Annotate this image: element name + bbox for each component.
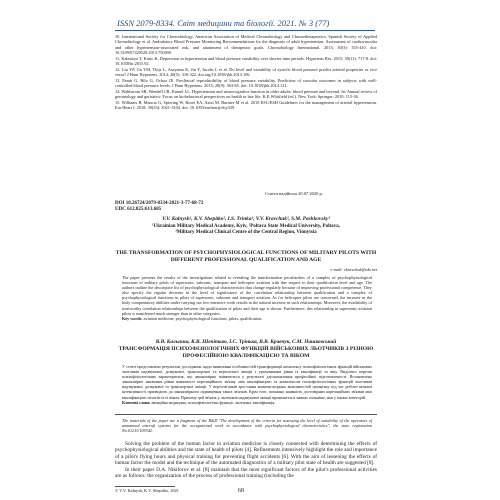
- page-number: 68: [238, 488, 244, 494]
- affiliations: [115, 224, 377, 237]
- reference-item: 11. Kabutoya T, Kario K. Depression in hypertension and blood pressure variability over shorter time periods. Hypertens Res. 2015; 38(11): 717-8. doi: 10.1038/hr.2015.92.: [115, 55, 377, 67]
- reference-item: 15. Williams B, Mancia G, Spiering W, Rosei EA, Azizi M, Burnier M et al. 2018 ESC/ESH Guidelines for the management of arterial hypertension. Eur Heart J. 2018; 39(33): 3021-3104. doi: 10.1093/eurheartj/ehy339.: [115, 99, 377, 111]
- keywords-text: aviation medicine, psychophysiological functions, pilots, qualification.: [143, 315, 263, 321]
- body-paragraph: In their paper D.A. Nikiforov et al. [8] maintain that the most significant factors of the pilot's professional activities are as follows: the organization of the process of professional training (including the: [115, 466, 377, 480]
- reference-item: 12. Liu YP, Gu YM, Thijs L, Asayama K, Jin Y, Jacobs L et al. Do level and variability of systolic blood pressure predict arterial properties or vice versa? J Hum Hypertens. 2014; 28(5): 316-322. doi.org/10.1038/jhh.2013.106.: [115, 66, 377, 78]
- section-divider: [115, 414, 377, 415]
- affiliation-line: ¹Ukrainian Military Medical Academy, Kyiv, ²Poltava State Medical University, Poltava,: [152, 224, 340, 229]
- reference-list: [115, 34, 377, 111]
- article-title-en: THE TRANSFORMATION OF PSYCHOPHYSIOLOGICAL FUNCTIONS OF MILITARY PILOTS WITH DIFFERENT PROFESSIONAL QUALIFICATION AND AGE: [115, 250, 377, 263]
- doi: DOI 10.26724/2079-8334-2021-3-77-68-72: [115, 201, 204, 206]
- journal-header: ISSN 2079-8334. Світ медицини та біології. 2021. № 3 (77): [117, 18, 330, 28]
- footer-rule: [115, 486, 175, 487]
- article-identifiers: [115, 201, 203, 213]
- copyright-footer: © V.V. Kalnysh, K.V. Shepitko, 2021: [115, 488, 179, 493]
- contact-email: e-mail: vkravchuk@ukr.net: [330, 267, 377, 272]
- reference-item: 10. International Society for Chronobiology, American Association of Medical Chronobiology and Chronotherapeutics; Spanish Society of Applied Chronobiology et al. Ambulatory Blood Pressure Monitoring Recommendations for the diagnosis of adult hypertension, Assessment of cardiovascular and other hypertension-associated risk, and attainment of therapeutic goals. Chronobiology International. 2013; 30(3): 355-410. doi: 10.3109/07420528.2013.750490.: [115, 34, 377, 56]
- body-text: [115, 441, 377, 479]
- authors-en: V.V. Kalnysh¹, K.V. Shepitko², I.S. Trinka¹, V.V. Kravchuk³, S.M. Pashkovsky³: [162, 216, 330, 222]
- keywords-ua-text: авіаційна медицина, психофізіологічні функції, льотчики, кваліфікація.: [151, 399, 276, 405]
- keywords-ua-label: Ключові слова:: [122, 399, 151, 405]
- abstract-en: [122, 275, 372, 321]
- abstract-ua: [122, 364, 372, 405]
- abstract-ua-text: У статті представлено результати досліджень щодо виявлення особливостей трансформації комплексу психофізіологічних функцій військових льотчиків надзвукової, дозвукової, транспортної та вертолітної авіації з урахуванням рівня їх кваліфікації та віку. Виділено перелік психофізіологічних характеристик, що закономірно змінюються у результаті удосконалення професійної підготовленості. Встановлено закономірне зниження рівня значимості кореляційного зв'язку між кваліфікацією та комплексом психофізіологічних функцій льотчиків надзвукової, дозвукової та транспортної авіації. У вертолітчиків зростання компенсаторних можливостей організму під час роботи низької інтенсивності призводить до закономірного підвищення таких зв'язків. Крім того, показано наявність достовірних кореляційних зв'язків між кваліфікацією пілотів та їх віком. Причому цей зв'язок у льотчиків надзвукової авіації проявляється значно сильніше, ніж у інших категорій.: [122, 364, 372, 400]
- reference-item: 13. Parati G, Bilo G, Ochoa JE. Preclinical reproducibility of blood pressure variability. Prediction of vascular outcomes in subjects with well-controlled blood pressure levels. J Hum Hypertens. 2015; 28(9): 563-65. doi: 10.1038/jhh.2014.121.: [115, 77, 377, 89]
- udc: UDC 612.825:613.685: [115, 207, 162, 212]
- article-title-ua: ТРАНСФОРМАЦІЯ ПСИХОФІЗІОЛОГІЧНИХ ФУНКЦІЙ ВІЙСЬКОВИХ ЛЬОТЧИКІВ З РІЗНОЮ ПРОФЕСІЙНОЮ КВАЛІФІКАЦІЄЮ ТА ВІКОМ: [118, 346, 374, 359]
- authors-ua: В.В. Кальниш, К.В. Шепітько, І.С. Трінька, В.В. Кравчук, С.М. Пашковський: [155, 339, 337, 345]
- abstract-text: The paper presents the results of the investigations related to revealing the transformation peculiarities of a complex of psychophysiological functions of military pilots of supersonic, subsonic, transport and helicopter aviation with due respect to their qualification level and age. The authors outline the descriptive list of psychophysiological characteristics that change regularly because of improving professional competence. They also specify the regular decrease in the level of significance of the correlation relationship between qualification and a complex of psychophysiological functions in pilots of supersonic, subsonic and transport aviation. As for helicopter pilots are concerned, the increase in the body compensatory abilities under carrying out low-intensive work results in the natural increase in such relationships. Moreover, the availability of trustworthy correlation relationships between the qualification of pilots and their age is shown. Furthermore, this relationship in supersonic aviation pilots is manifested much stronger than in other categories.: [122, 275, 372, 316]
- keywords-label: Key words:: [122, 315, 143, 321]
- funding-note: The materials of the paper are a fragment of the R&D "The development of the criteria for assessing the level of suitability of the operators of unmanned aircraft systems for the occupational work in accordance with psychophysiological characteristics", the state registration No.0121U109342.: [122, 418, 372, 434]
- reference-item: 14. Wahlstrom SR, Wendell CR, Kuinel LL. Hypertension and neurocognitive function in older adults: blood pressure and beyond. In: Annual review of gerontology and geriatrics: Focus on biobehavioral perspectives on health in late life. K.E.Whitfield (ed.). New York: Springer; 2010: 115-36.: [115, 88, 377, 100]
- header-rule: [115, 30, 375, 31]
- affiliation-line: ³Military Medical Clinical Centre of the Central Region, Vinnytsia: [175, 230, 317, 236]
- received-date: Стаття надійшла 20.07.2020 р.: [265, 191, 323, 196]
- body-paragraph: Solving the problem of the human factor in aviation medicine is closely connected with determining the effects of psychophysiological abilities and the state of health of pilots [4]. Refinements intensively highlight the role and importance of a pilot's flying hours and physical training for preventing flight accidents [6]. With the aim of lessening the effects of human factor the model and the technique of the automated diagnostics of a military pilot state of health are suggested [8].: [115, 441, 377, 467]
